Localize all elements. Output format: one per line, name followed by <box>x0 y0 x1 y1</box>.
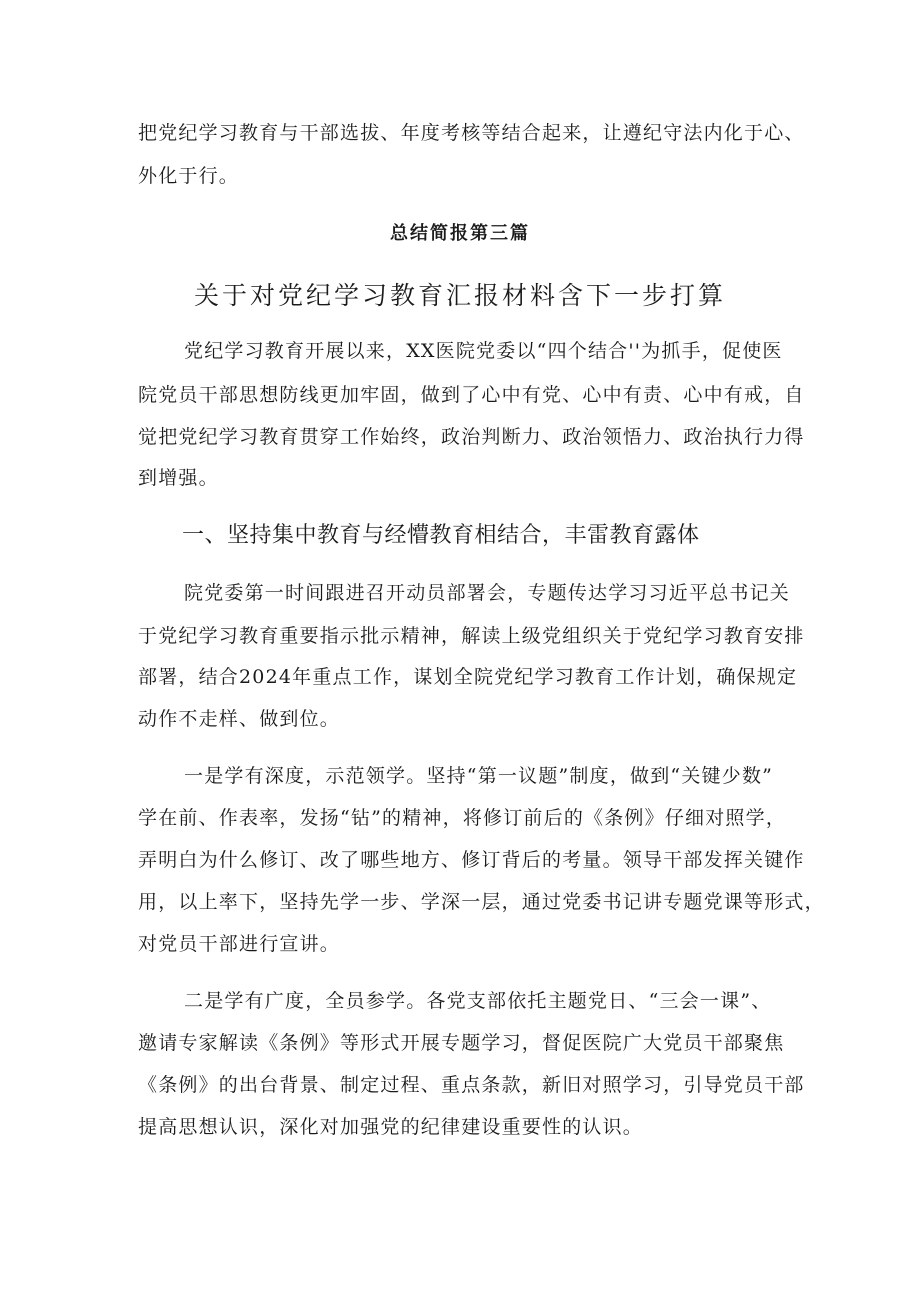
paragraph-2-line-2: 于党纪学习教育重要指示批示精神，解读上级党组织关于党纪学习教育安排 <box>138 625 805 647</box>
document-title: 关于对党纪学习教育汇报材料含下一步打算 <box>193 281 726 310</box>
intro-line-1: 把党纪学习教育与干部选拔、年度考核等结合起来，让遵纪守法内化于心、 <box>138 122 805 144</box>
paragraph-1-line-3: 觉把党纪学习教育贯穿工作始终，政治判断力、政治领悟力、政治执行力得 <box>138 426 805 448</box>
paragraph-1-line-2: 院党员干部思想防线更加牢固，做到了心中有党、心中有责、心中有戒，自 <box>138 384 805 406</box>
paragraph-4-line-4: 提高思想认识，深化对加强党的纪律建设重要性的认识。 <box>138 1116 644 1138</box>
paragraph-3-line-2: 学在前、作表率，发扬“钻”的精神，将修订前后的《条例》仔细对照学， <box>138 807 787 829</box>
paragraph-3-line-5: 对党员干部进行宣讲。 <box>138 933 341 955</box>
section-label: 总结简报第三篇 <box>390 223 530 244</box>
paragraph-1-line-1: 党纪学习教育开展以来，XX医院党委以“四个结合''为抓手，促使医 <box>184 340 783 362</box>
paragraph-2-line-1: 院党委第一时间跟进召开动员部署会，专题传达学习习近平总书记关 <box>184 582 791 604</box>
paragraph-3-line-3: 弄明白为什么修订、改了哪些地方、修订背后的考量。领导干部发挥关键作 <box>138 849 805 871</box>
paragraph-4-line-1: 二是学有广度，全员参学。各党支部依托主题党日、“三会一课”、 <box>184 990 772 1012</box>
intro-line-2: 外化于行。 <box>138 165 240 187</box>
paragraph-3-line-4: 用，以上率下，坚持先学一步、学深一层，通过党委书记讲专题党课等形式， <box>138 891 825 913</box>
paragraph-4-line-3: 《条例》的出台背景、制定过程、重点条款，新旧对照学习，引导党员干部 <box>138 1074 805 1096</box>
paragraph-2-line-4: 动作不走样、做到位。 <box>138 708 341 730</box>
paragraph-4-line-2: 邀请专家解读《条例》等形式开展专题学习，督促医院广大党员干部聚焦 <box>138 1032 785 1054</box>
section-heading-1: 一、坚持集中教育与经懵教育相结合，丰雷教育露体 <box>182 523 700 548</box>
paragraph-1-line-4: 到增强。 <box>138 467 219 489</box>
paragraph-3-line-1: 一是学有深度，示范领学。坚持“第一议题”制度，做到“关键少数” <box>184 765 774 787</box>
paragraph-2-line-3: 部署，结合2024年重点工作，谋划全院党纪学习教育工作计划，确保规定 <box>138 666 798 688</box>
